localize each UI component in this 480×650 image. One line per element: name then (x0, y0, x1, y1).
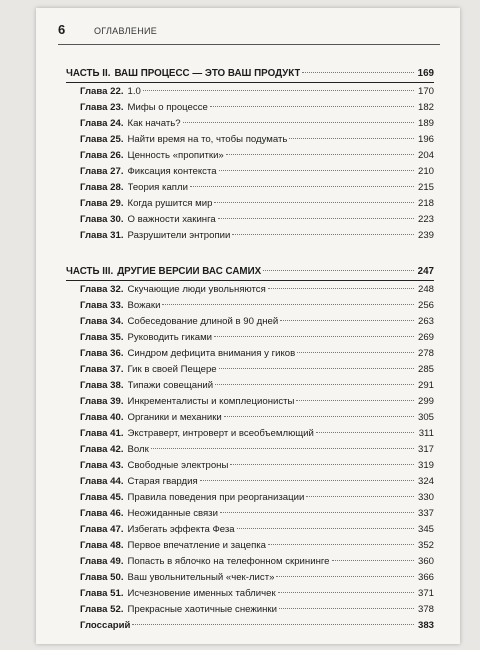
chapter-entry-label: Глава 47. (80, 524, 124, 535)
chapter-entry-page-number: 299 (417, 396, 434, 407)
dot-leader (200, 480, 414, 481)
chapter-entry-label: Глава 37. (80, 364, 124, 375)
chapter-entry (66, 282, 434, 298)
dot-leader (232, 234, 414, 235)
chapter-entry-label: Глава 34. (80, 316, 124, 327)
chapter-entry-label: Глава 39. (80, 396, 124, 407)
chapter-entry-page-number: 305 (417, 412, 434, 423)
chapter-entry-title: Собеседование длиной в 90 дней (127, 316, 279, 327)
chapter-entry-label: Глава 28. (80, 182, 124, 193)
chapter-entry (66, 490, 434, 506)
chapter-entry-page-number: 182 (417, 102, 434, 113)
chapter-entry-page-number: 223 (417, 214, 434, 225)
part-rule (66, 280, 434, 281)
chapter-entry (66, 522, 434, 538)
chapter-entry-label: Глава 24. (80, 118, 124, 129)
chapter-entry-title: Экстраверт, интроверт и всеобъемлющий (127, 428, 314, 439)
chapter-entry-title: Как начать? (127, 118, 181, 129)
chapter-entry (66, 458, 434, 474)
dot-leader (214, 336, 414, 337)
chapter-entry-label: Глава 36. (80, 348, 124, 359)
chapter-entry (66, 538, 434, 554)
chapter-entry-label: Глава 48. (80, 540, 124, 551)
chapter-entry-page-number: 263 (417, 316, 434, 327)
dot-leader (215, 384, 414, 385)
dot-leader (143, 90, 414, 91)
dot-leader (218, 218, 414, 219)
dot-leader (214, 202, 414, 203)
chapter-entry (66, 554, 434, 570)
chapter-entry-page-number: 324 (417, 476, 434, 487)
chapter-entry-page-number: 352 (417, 540, 434, 551)
chapter-entry-label: Глава 31. (80, 230, 124, 241)
chapter-entry (66, 346, 434, 362)
section-gap (66, 244, 434, 264)
chapter-entry-label: Глава 32. (80, 284, 124, 295)
chapter-entry (66, 180, 434, 196)
table-of-contents (66, 66, 434, 634)
chapter-entry (66, 148, 434, 164)
page-number: 6 (58, 22, 66, 37)
chapter-entry-title: Вожаки (127, 300, 161, 311)
chapter-entry-page-number: 278 (417, 348, 434, 359)
chapter-entry (66, 410, 434, 426)
dot-leader (268, 288, 414, 289)
chapter-entry (66, 228, 434, 244)
chapter-entry-page-number: 218 (417, 198, 434, 209)
chapter-entry-title: Исчезновение именных табличек (127, 588, 276, 599)
dot-leader (289, 138, 414, 139)
chapter-entry-page-number: 330 (417, 492, 434, 503)
chapter-entry (66, 426, 434, 442)
chapter-entry-label: Глава 49. (80, 556, 124, 567)
chapter-entry-title: Мифы о процессе (127, 102, 208, 113)
chapter-entry-title: Теория капли (127, 182, 188, 193)
chapter-entry-label: Глава 46. (80, 508, 124, 519)
dot-leader (132, 624, 414, 625)
dot-leader (306, 496, 414, 497)
chapter-entry (66, 314, 434, 330)
chapter-entry-label: Глава 22. (80, 86, 124, 97)
chapter-entry (66, 362, 434, 378)
chapter-entry-page-number: 337 (417, 508, 434, 519)
chapter-entry-title: Волк (127, 444, 149, 455)
part-heading (66, 66, 434, 82)
dot-leader (224, 416, 414, 417)
chapter-entry-page-number: 196 (417, 134, 434, 145)
chapter-entry (66, 298, 434, 314)
chapter-entry-page-number: 319 (417, 460, 434, 471)
chapter-entry-label: Глава 52. (80, 604, 124, 615)
chapter-entry-page-number: 378 (417, 604, 434, 615)
chapter-entry-page-number: 248 (417, 284, 434, 295)
dot-leader (276, 576, 414, 577)
chapter-entry-label: Глава 40. (80, 412, 124, 423)
dot-leader (219, 170, 414, 171)
chapter-entry-title: Правила поведения при реорганизации (127, 492, 305, 503)
dot-leader (316, 432, 414, 433)
dot-leader (302, 72, 414, 73)
chapter-entry-page-number: 360 (417, 556, 434, 567)
chapter-entry-label: Глава 26. (80, 150, 124, 161)
chapter-entry-title: 1.0 (127, 86, 141, 97)
part-heading (66, 264, 434, 280)
chapter-entry-page-number: 311 (418, 428, 434, 439)
dot-leader (183, 122, 414, 123)
chapter-entry-page-number: 317 (417, 444, 434, 455)
dot-leader (280, 320, 414, 321)
dot-leader (230, 464, 414, 465)
chapter-entry-label: Глава 27. (80, 166, 124, 177)
chapter-entry-page-number: 204 (417, 150, 434, 161)
chapter-entry-title: Ваш увольнительный «чек-лист» (127, 572, 275, 583)
chapter-entry-title: Первое впечатление и зацепка (127, 540, 267, 551)
chapter-entry-title: Органики и механики (127, 412, 222, 423)
dot-leader (278, 592, 414, 593)
chapter-entry-label: Глава 45. (80, 492, 124, 503)
chapter-entry-title: Руководить гиками (127, 332, 213, 343)
book-page (36, 8, 460, 644)
dot-leader (297, 352, 414, 353)
chapter-entry (66, 394, 434, 410)
dot-leader (220, 512, 414, 513)
chapter-entry-label: Глава 25. (80, 134, 124, 145)
chapter-entry-title: О важности хакинга (127, 214, 216, 225)
chapter-entry-title: Скучающие люди увольняются (127, 284, 266, 295)
chapter-entry (66, 212, 434, 228)
glossary-entry (66, 618, 434, 634)
dot-leader (268, 544, 414, 545)
chapter-entry-title: Попасть в яблочко на телефонном скрининге (127, 556, 330, 567)
part-heading-page-number: 169 (417, 68, 434, 79)
part-heading-title: ВАШ ПРОЦЕСС — ЭТО ВАШ ПРОДУКТ (114, 68, 301, 79)
chapter-entry-page-number: 256 (417, 300, 434, 311)
chapter-entry-page-number: 189 (417, 118, 434, 129)
glossary-entry-page-number: 383 (417, 620, 434, 631)
chapter-entry-label: Глава 50. (80, 572, 124, 583)
chapter-entry-page-number: 215 (417, 182, 434, 193)
chapter-entry (66, 330, 434, 346)
running-head (58, 22, 157, 37)
dot-leader (219, 368, 414, 369)
chapter-entry (66, 132, 434, 148)
chapter-entry (66, 84, 434, 100)
chapter-entry (66, 602, 434, 618)
chapter-entry-label: Глава 43. (80, 460, 124, 471)
chapter-entry-label: Глава 41. (80, 428, 124, 439)
chapter-entry-label: Глава 33. (80, 300, 124, 311)
chapter-entry-title: Неожиданные связи (127, 508, 218, 519)
chapter-entry-label: Глава 23. (80, 102, 124, 113)
chapter-entry-title: Избегать эффекта Феза (127, 524, 235, 535)
chapter-entry-title: Ценность «пропитки» (127, 150, 224, 161)
dot-leader (210, 106, 414, 107)
chapter-entry-title: Старая гвардия (127, 476, 198, 487)
dot-leader (296, 400, 414, 401)
chapter-entry-title: Свободные электроны (127, 460, 229, 471)
chapter-entry-title: Когда рушится мир (127, 198, 213, 209)
chapter-entry-page-number: 170 (417, 86, 434, 97)
chapter-entry-page-number: 345 (417, 524, 434, 535)
chapter-entry (66, 100, 434, 116)
part-heading-label: ЧАСТЬ III. (66, 266, 114, 277)
dot-leader (162, 304, 414, 305)
chapter-entry (66, 570, 434, 586)
part-heading-label: ЧАСТЬ II. (66, 68, 111, 79)
chapter-entry (66, 164, 434, 180)
part-rule (66, 82, 434, 83)
dot-leader (226, 154, 414, 155)
chapter-entry-title: Гик в своей Пещере (127, 364, 217, 375)
dot-leader (332, 560, 415, 561)
chapter-entry (66, 586, 434, 602)
chapter-entry-page-number: 210 (417, 166, 434, 177)
chapter-entry (66, 506, 434, 522)
chapter-entry-label: Глава 42. (80, 444, 124, 455)
chapter-entry-label: Глава 35. (80, 332, 124, 343)
chapter-entry (66, 196, 434, 212)
chapter-entry-label: Глава 44. (80, 476, 124, 487)
dot-leader (263, 270, 414, 271)
dot-leader (151, 448, 414, 449)
chapter-entry-label: Глава 29. (80, 198, 124, 209)
chapter-entry-title: Найти время на то, чтобы подумать (127, 134, 288, 145)
chapter-entry-label: Глава 51. (80, 588, 124, 599)
chapter-entry (66, 116, 434, 132)
running-title: ОГЛАВЛЕНИЕ (94, 26, 158, 36)
chapter-entry-title: Прекрасные хаотичные снежинки (127, 604, 277, 615)
dot-leader (190, 186, 414, 187)
chapter-entry (66, 378, 434, 394)
dot-leader (237, 528, 414, 529)
chapter-entry-label: Глава 38. (80, 380, 124, 391)
chapter-entry-title: Инкременталисты и комплеционисты (127, 396, 295, 407)
header-rule (58, 44, 440, 45)
chapter-entry (66, 474, 434, 490)
chapter-entry-title: Разрушители энтропии (127, 230, 231, 241)
glossary-entry-title: Глоссарий (80, 620, 131, 631)
chapter-entry (66, 442, 434, 458)
part-heading-title: ДРУГИЕ ВЕРСИИ ВАС САМИХ (117, 266, 262, 277)
chapter-entry-label: Глава 30. (80, 214, 124, 225)
chapter-entry-title: Типажи совещаний (127, 380, 214, 391)
chapter-entry-page-number: 285 (417, 364, 434, 375)
chapter-entry-page-number: 269 (417, 332, 434, 343)
chapter-entry-title: Фиксация контекста (127, 166, 217, 177)
chapter-entry-page-number: 239 (417, 230, 434, 241)
chapter-entry-page-number: 291 (417, 380, 434, 391)
chapter-entry-title: Синдром дефицита внимания у гиков (127, 348, 296, 359)
part-heading-page-number: 247 (417, 266, 434, 277)
chapter-entry-page-number: 366 (417, 572, 434, 583)
dot-leader (279, 608, 414, 609)
chapter-entry-page-number: 371 (417, 588, 434, 599)
